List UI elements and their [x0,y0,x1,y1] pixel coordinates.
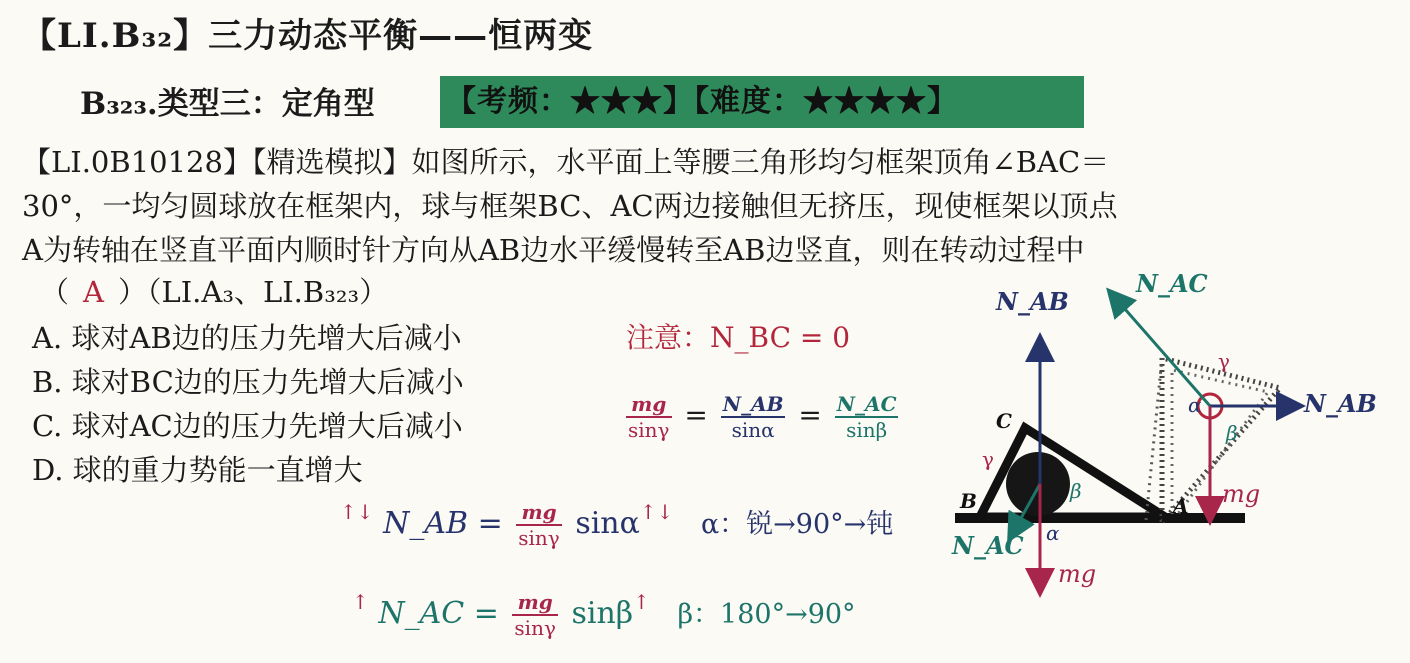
question-line-1: 【LI.0B10128】【精选模拟】如图所示，水平面上等腰三角形均匀框架顶角∠BAC＝ [22,145,1110,179]
label-vertex-b: B [960,489,977,513]
label-vertex-c: C [996,409,1012,433]
eq2-sin: sinβ [571,596,634,631]
label-vertex-a: A [1173,494,1189,518]
question-line-3: A为转轴在竖直平面内顺时针方向从AB边水平缓慢转至AB边竖直，则在转动过程中 [22,233,1085,267]
label-gamma-right: γ [1218,349,1230,373]
page-title: 【LI.B₃₂】三力动态平衡——恒两变 [22,16,594,56]
answer-value: A [83,275,104,309]
label-nab-top: N_AB [996,287,1069,316]
eq2-eq: = [473,596,499,631]
label-beta-right: β [1226,421,1238,445]
eq1-sin: sinα [575,506,640,541]
label-beta-left: β [1070,479,1082,503]
eq1-arrows-right: ↑↓ [639,500,674,524]
ratio-nac: $\frac{N\_AC}{\sin\beta}$ [836,392,897,442]
ratio-eq-1: = [684,398,708,432]
label-gamma-left: γ [982,447,994,471]
ball [1006,452,1070,516]
eq2-frac: $\frac{mg}{\sin\gamma}$ [514,590,556,640]
answer-close: ）（LI.A₃、LI.B₃₂₃） [117,275,389,309]
label-alpha-right: α [1188,393,1202,417]
option-a: A. 球对AB边的压力先增大后减小 [32,321,462,355]
eq1-lhs: N_AB [383,506,469,541]
option-b: B. 球对BC边的压力先增大后减小 [32,365,464,399]
option-d: D. 球的重力势能一直增大 [32,453,363,487]
label-mg-bottom: mg [1058,560,1097,588]
force-diagram [940,270,1400,610]
answer-open: （ [40,275,70,309]
sine-ratio [622,392,902,442]
label-nac-bottom: N_AC [952,531,1024,560]
ratio-mg: $\frac{mg}{\sin\gamma}$ [628,392,670,442]
eq2-note: β：180°→90° [677,599,856,630]
label-nac-top: N_AC [1136,270,1208,298]
eq2-arrows-left: ↑ [352,590,369,614]
eq2-arrows-right: ↑ [633,590,650,614]
equation-nab [340,500,893,550]
eq1-eq: = [477,506,503,541]
ratio-eq-2: = [798,398,822,432]
label-mg-right: mg [1222,480,1261,508]
equation-nac [352,590,856,640]
label-alpha-left: α [1046,521,1060,545]
ratio-nab: $\frac{N\_AB}{\sin\alpha}$ [722,392,784,442]
eq1-note: α：锐→90°→钝 [700,509,894,540]
eq2-lhs: N_AC [378,596,465,631]
triangle-frame [980,428,1165,517]
label-nab-right: N_AB [1304,389,1377,418]
eq1-arrows-left: ↑↓ [340,500,374,524]
section-subhead: B₃₂₃.类型三：定角型 [80,86,375,122]
eq1-frac: $\frac{mg}{\sin\gamma}$ [518,500,560,550]
banner-text: 【考频：★★★】【难度：★★★★】 [446,84,958,119]
question-line-2: 30°，一均匀圆球放在框架内，球与框架BC、AC两边接触但无挤压，现使框架以顶点 [22,189,1118,223]
frequency-difficulty-banner [440,76,1084,128]
option-c: C. 球对AC边的压力先增大后减小 [32,409,463,443]
notice-text: 注意：N_BC = 0 [626,321,851,354]
answer-line [40,270,388,311]
